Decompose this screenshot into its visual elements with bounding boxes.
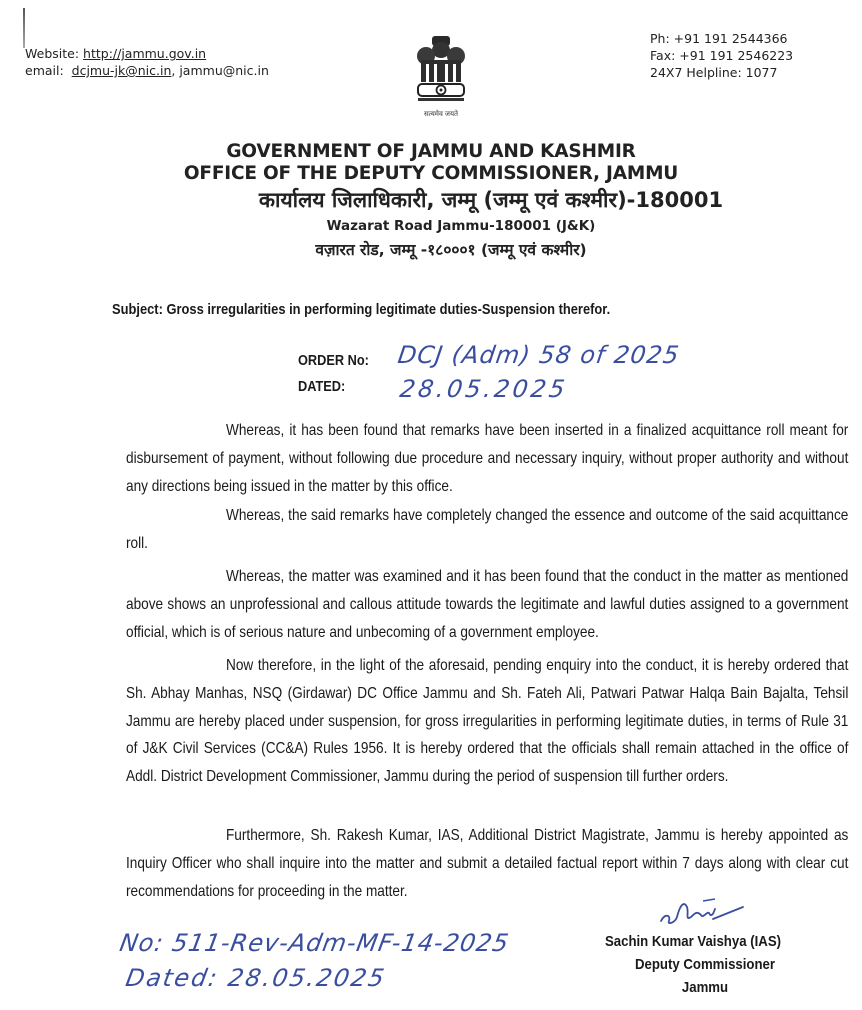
paragraph-whereas-3 [126,563,848,646]
email-link-primary[interactable]: dcjmu-jk@nic.in [71,63,172,78]
office-title-hindi: कार्यालय जिलाधिकारी, जम्मू (जम्मू एवं कश्मीर)-180001 [258,188,724,212]
government-title: GOVERNMENT OF JAMMU AND KASHMIR [226,141,636,162]
paragraph-text: Now therefore, in the light of the aforesaid, pending enquiry into the conduct, it is hereby ordered that Sh. Abhay Manhas, NSQ (Girdawar) DC Office Jammu and Sh. Fateh Ali, Patwari Patwar Halqa Bain Bajalta, Tehsil Jammu are hereby placed under suspension, for gross irregularities in performing legitimate duties, in terms of Rule 31 of J&K Civil Services (CC&A) Rules 1956. It is hereby ordered that the officials shall remain attached in the office of Addl. District Development Commissioner, Jammu during the period of suspension till further orders. [126,657,849,786]
email-secondary: , jammu@nic.in [171,63,269,78]
signatory-block [560,930,850,999]
paragraph-text: Whereas, the said remarks have completely changed the essence and outcome of the said acquittance roll. [126,507,849,552]
signatory-designation: Deputy Commissioner [634,956,776,973]
fax-number: Fax: +91 191 2546223 [650,48,794,63]
paragraph-suspension-order [126,652,848,791]
order-subject: Subject: Gross irregularities in performing legitimate duties-Suspension therefor. [112,301,611,318]
paragraph-text: Whereas, the matter was examined and it has been found that the conduct in the matter as mentioned above shows an unprofessional and callous attitude towards the legitimate and lawful duties assigned to a government official, which is of serious nature and unbecoming of a government employee. [126,568,849,641]
email-row [25,62,269,79]
phone-number: Ph: +91 191 2544366 [650,31,788,46]
address-hindi: वज़ारत रोड, जम्मू -१८०००१ (जम्मू एवं कश्मीर) [315,241,587,259]
emblem-graphic [412,30,470,110]
national-emblem-icon [412,30,470,122]
order-no-handwritten: DCJ (Adm) 58 of 2025 [396,341,682,369]
scan-artifact-line [23,8,25,48]
handwritten-signature-icon [657,893,747,929]
contact-info-right [650,30,793,81]
order-date-handwritten: 28.05.2025 [398,375,570,403]
signature-graphic [657,893,747,929]
paragraph-whereas-2 [126,502,848,558]
paragraph-text: Whereas, it has been found that remarks have been inserted in a finalized acquittance roll meant for disbursement of payment, without following due procedure and necessary inquiry, without proper authority and without any directions being issued in the matter by this office. [126,422,849,495]
email-label: email: [25,63,64,78]
endorsement-date: Dated: 28.05.2025 [123,964,389,992]
website-label: Website: [25,46,80,61]
contact-info-left [25,45,269,79]
office-title: OFFICE OF THE DEPUTY COMMISSIONER, JAMMU [183,163,679,184]
website-row [25,45,269,62]
order-date-label: DATED: [298,379,346,395]
endorsement-number: No: 511-Rev-Adm-MF-14-2025 [117,929,512,957]
paragraph-whereas-1 [126,417,848,500]
helpline-number: 24X7 Helpline: 1077 [650,65,778,80]
order-no-label: ORDER No: [298,353,369,369]
address-english: Wazarat Road Jammu-180001 (J&K) [326,218,596,234]
signatory-name: Sachin Kumar Vaishya (IAS) [604,933,782,950]
paragraph-text: Furthermore, Sh. Rakesh Kumar, IAS, Additional District Magistrate, Jammu is hereby appointed as Inquiry Officer who shall inquire into the matter and submit a detailed factual report within 7 days along with clear cut recommendations for proceeding in the matter. [126,827,849,900]
signatory-location: Jammu [681,979,729,996]
emblem-motto: सत्यमेव जयते [423,111,459,118]
website-link[interactable]: http://jammu.gov.in [83,46,207,61]
